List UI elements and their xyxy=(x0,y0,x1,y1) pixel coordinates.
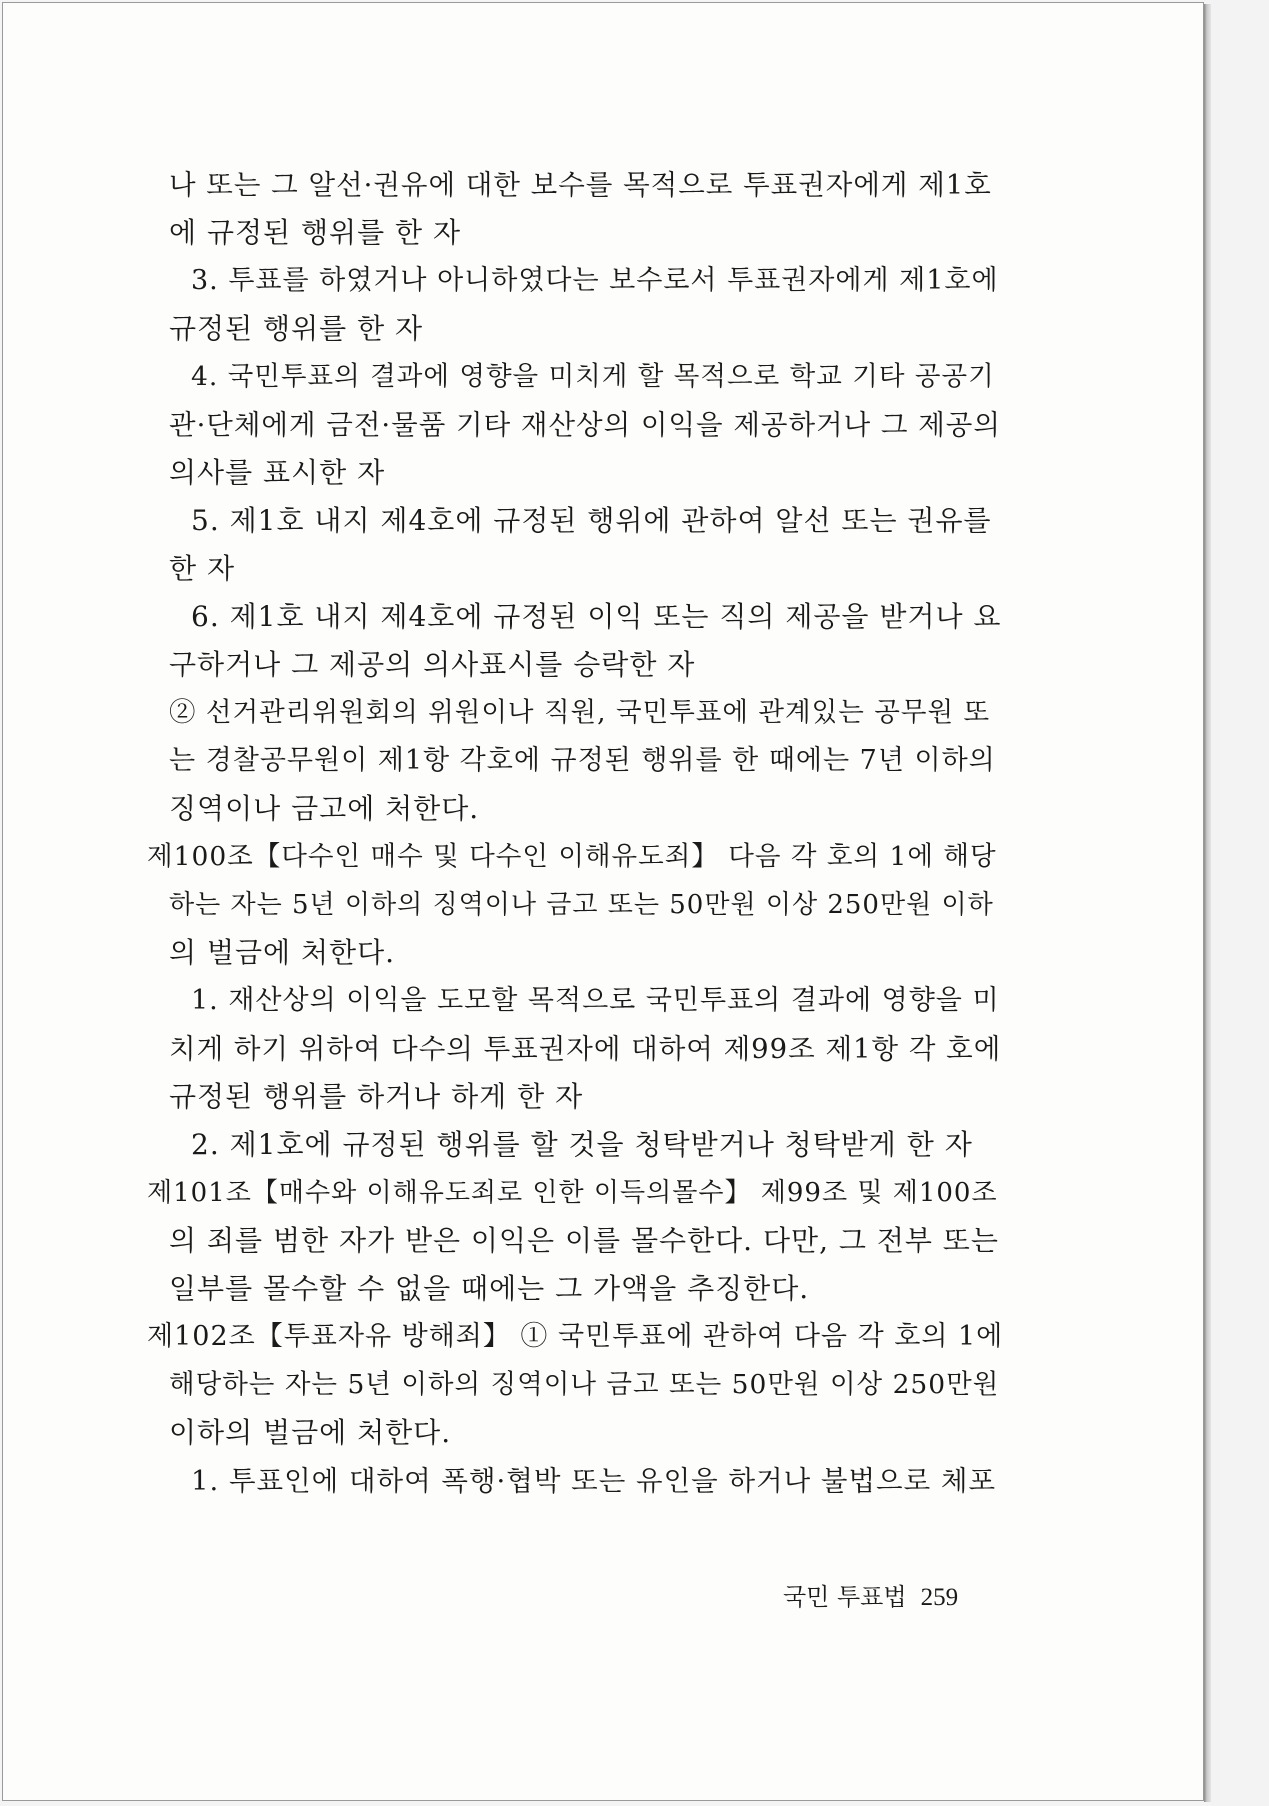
text-line: 관·단체에게 금전·물품 기타 재산상의 이익을 제공하거나 그 제공의 xyxy=(169,409,1001,441)
text-line: 이하의 벌금에 처한다. xyxy=(169,1416,452,1449)
text-line: ② 선거관리위원회의 위원이나 직원, 국민투표에 관계있는 공무원 또 xyxy=(169,697,991,728)
text-line: 6. 제1호 내지 제4호에 규정된 이익 또는 직의 제공을 받거나 요 xyxy=(191,600,1002,633)
text-line: 일부를 몰수할 수 없을 때에는 그 가액을 추징한다. xyxy=(169,1272,810,1305)
running-title: 국민 투표법 xyxy=(783,1583,907,1611)
text-line: 는 경찰공무원이 제1항 각호에 규정된 행위를 한 때에는 7년 이하의 xyxy=(169,745,996,776)
text-line: 규정된 행위를 하거나 하게 한 자 xyxy=(169,1080,584,1113)
page-number: 259 xyxy=(920,1584,959,1611)
text-line: 에 규정된 행위를 한 자 xyxy=(169,216,462,249)
viewer-background xyxy=(1211,0,1269,1806)
article-heading-102: 제102조【투표자유 방해죄】 ① 국민투표에 관하여 다음 각 호의 1에 xyxy=(147,1321,1004,1352)
text-line: 의 죄를 범한 자가 받은 이익은 이를 몰수한다. 다만, 그 전부 또는 xyxy=(169,1224,999,1257)
text-line: 4. 국민투표의 결과에 영향을 미치게 할 목적으로 학교 기타 공공기 xyxy=(191,361,995,392)
text-line: 2. 제1호에 규정된 행위를 할 것을 청탁받거나 청탁받게 한 자 xyxy=(191,1128,973,1161)
article-heading-101: 제101조【매수와 이해유도죄로 인한 이득의몰수】 제99조 및 제100조 xyxy=(147,1178,998,1208)
text-line: 1. 재산상의 이익을 도모할 목적으로 국민투표의 결과에 영향을 미 xyxy=(191,985,1000,1016)
page-edge-shadow xyxy=(1204,4,1211,1802)
text-line: 징역이나 금고에 처한다. xyxy=(169,792,480,825)
book-page xyxy=(2,2,1204,1801)
text-line: 의사를 표시한 자 xyxy=(169,456,386,489)
text-line: 규정된 행위를 한 자 xyxy=(169,312,424,345)
text-line: 치게 하기 위하여 다수의 투표권자에 대하여 제99조 제1항 각 호에 xyxy=(169,1033,1002,1065)
text-line: 5. 제1호 내지 제4호에 규정된 행위에 관하여 알선 또는 권유를 xyxy=(191,504,992,537)
article-heading-100: 제100조【다수인 매수 및 다수인 이해유도죄】 다음 각 호의 1에 해당 xyxy=(147,841,997,872)
text-line: 구하거나 그 제공의 의사표시를 승락한 자 xyxy=(169,648,696,681)
text-line: 나 또는 그 알선·권유에 대한 보수를 목적으로 투표권자에게 제1호 xyxy=(169,169,992,201)
text-line: 하는 자는 5년 이하의 징역이나 금고 또는 50만원 이상 250만원 이하 xyxy=(169,890,994,920)
text-line: 해당하는 자는 5년 이하의 징역이나 금고 또는 50만원 이상 250만원 xyxy=(169,1369,1000,1400)
text-line: 1. 투표인에 대하여 폭행·협박 또는 유인을 하거나 불법으로 체포 xyxy=(191,1465,997,1497)
text-line: 의 벌금에 처한다. xyxy=(169,936,396,969)
text-line: 한 자 xyxy=(169,552,235,585)
page-footer xyxy=(783,1577,958,1612)
text-line: 3. 투표를 하였거나 아니하였다는 보수로서 투표권자에게 제1호에 xyxy=(191,265,999,296)
